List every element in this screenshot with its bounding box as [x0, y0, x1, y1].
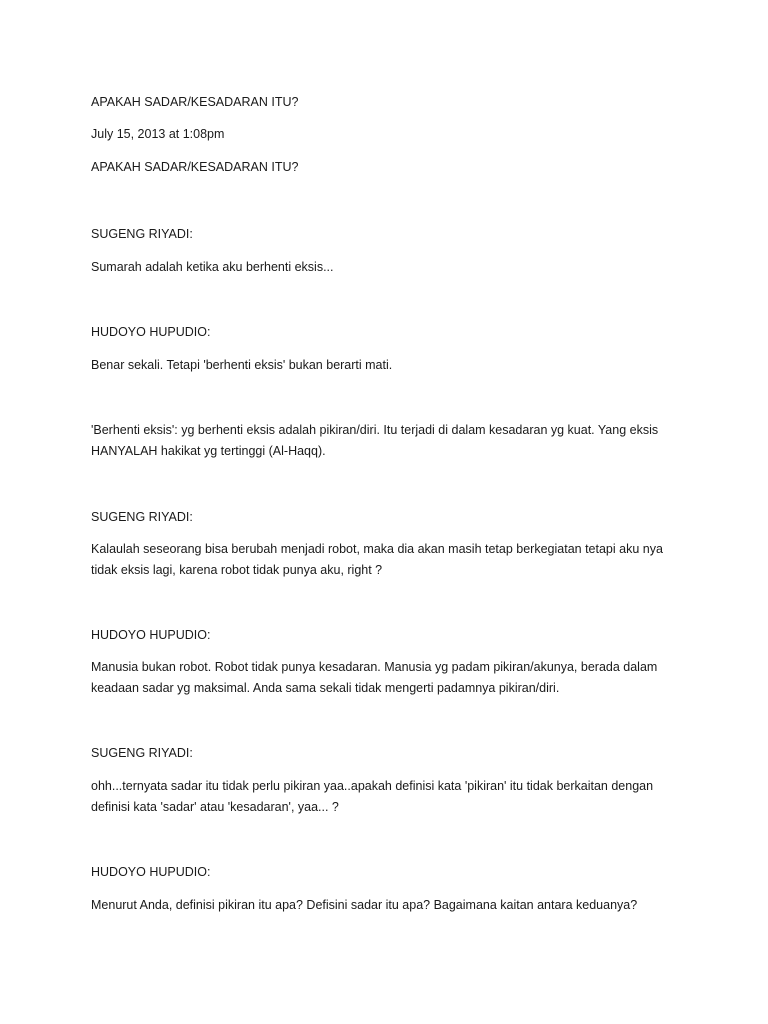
document-title: APAKAH SADAR/KESADARAN ITU?: [91, 95, 299, 109]
document-date: July 15, 2013 at 1:08pm: [91, 127, 225, 141]
dialogue-paragraph: Kalaulah seseorang bisa berubah menjadi robot, maka dia akan masih tetap berkegiatan tetapi aku nya tidak eksis lagi, karena robot tidak punya aku, right ?: [91, 542, 663, 577]
speaker-name: SUGENG RIYADI:: [91, 746, 193, 760]
dialogue-paragraph: Menurut Anda, definisi pikiran itu apa? Defisini sadar itu apa? Bagaimana kaitan antara keduanya?: [91, 898, 638, 912]
dialogue-paragraph: Benar sekali. Tetapi 'berhenti eksis' bukan berarti mati.: [91, 358, 393, 372]
dialogue-paragraph: ohh...ternyata sadar itu tidak perlu pikiran yaa..apakah definisi kata 'pikiran' itu tidak berkaitan dengan definisi kata 'sadar' atau 'kesadaran', yaa... ?: [91, 779, 654, 814]
speaker-name: HUDOYO HUPUDIO:: [91, 865, 211, 879]
document-subtitle: APAKAH SADAR/KESADARAN ITU?: [91, 160, 299, 174]
dialogue-paragraph: Manusia bukan robot. Robot tidak punya kesadaran. Manusia yg padam pikiran/akunya, berada dalam keadaan sadar yg maksimal. Anda sama sekali tidak mengerti padamnya pikiran/diri.: [91, 660, 658, 695]
speaker-name: HUDOYO HUPUDIO:: [91, 628, 211, 642]
speaker-name: SUGENG RIYADI:: [91, 227, 193, 241]
dialogue-paragraph: Sumarah adalah ketika aku berhenti eksis...: [91, 260, 334, 274]
dialogue-paragraph: 'Berhenti eksis': yg berhenti eksis adalah pikiran/diri. Itu terjadi di dalam kesadaran yg kuat. Yang eksis HANYALAH hakikat yg tertinggi (Al-Haqq).: [91, 423, 659, 458]
speaker-name: HUDOYO HUPUDIO:: [91, 325, 211, 339]
speaker-name: SUGENG RIYADI:: [91, 510, 193, 524]
